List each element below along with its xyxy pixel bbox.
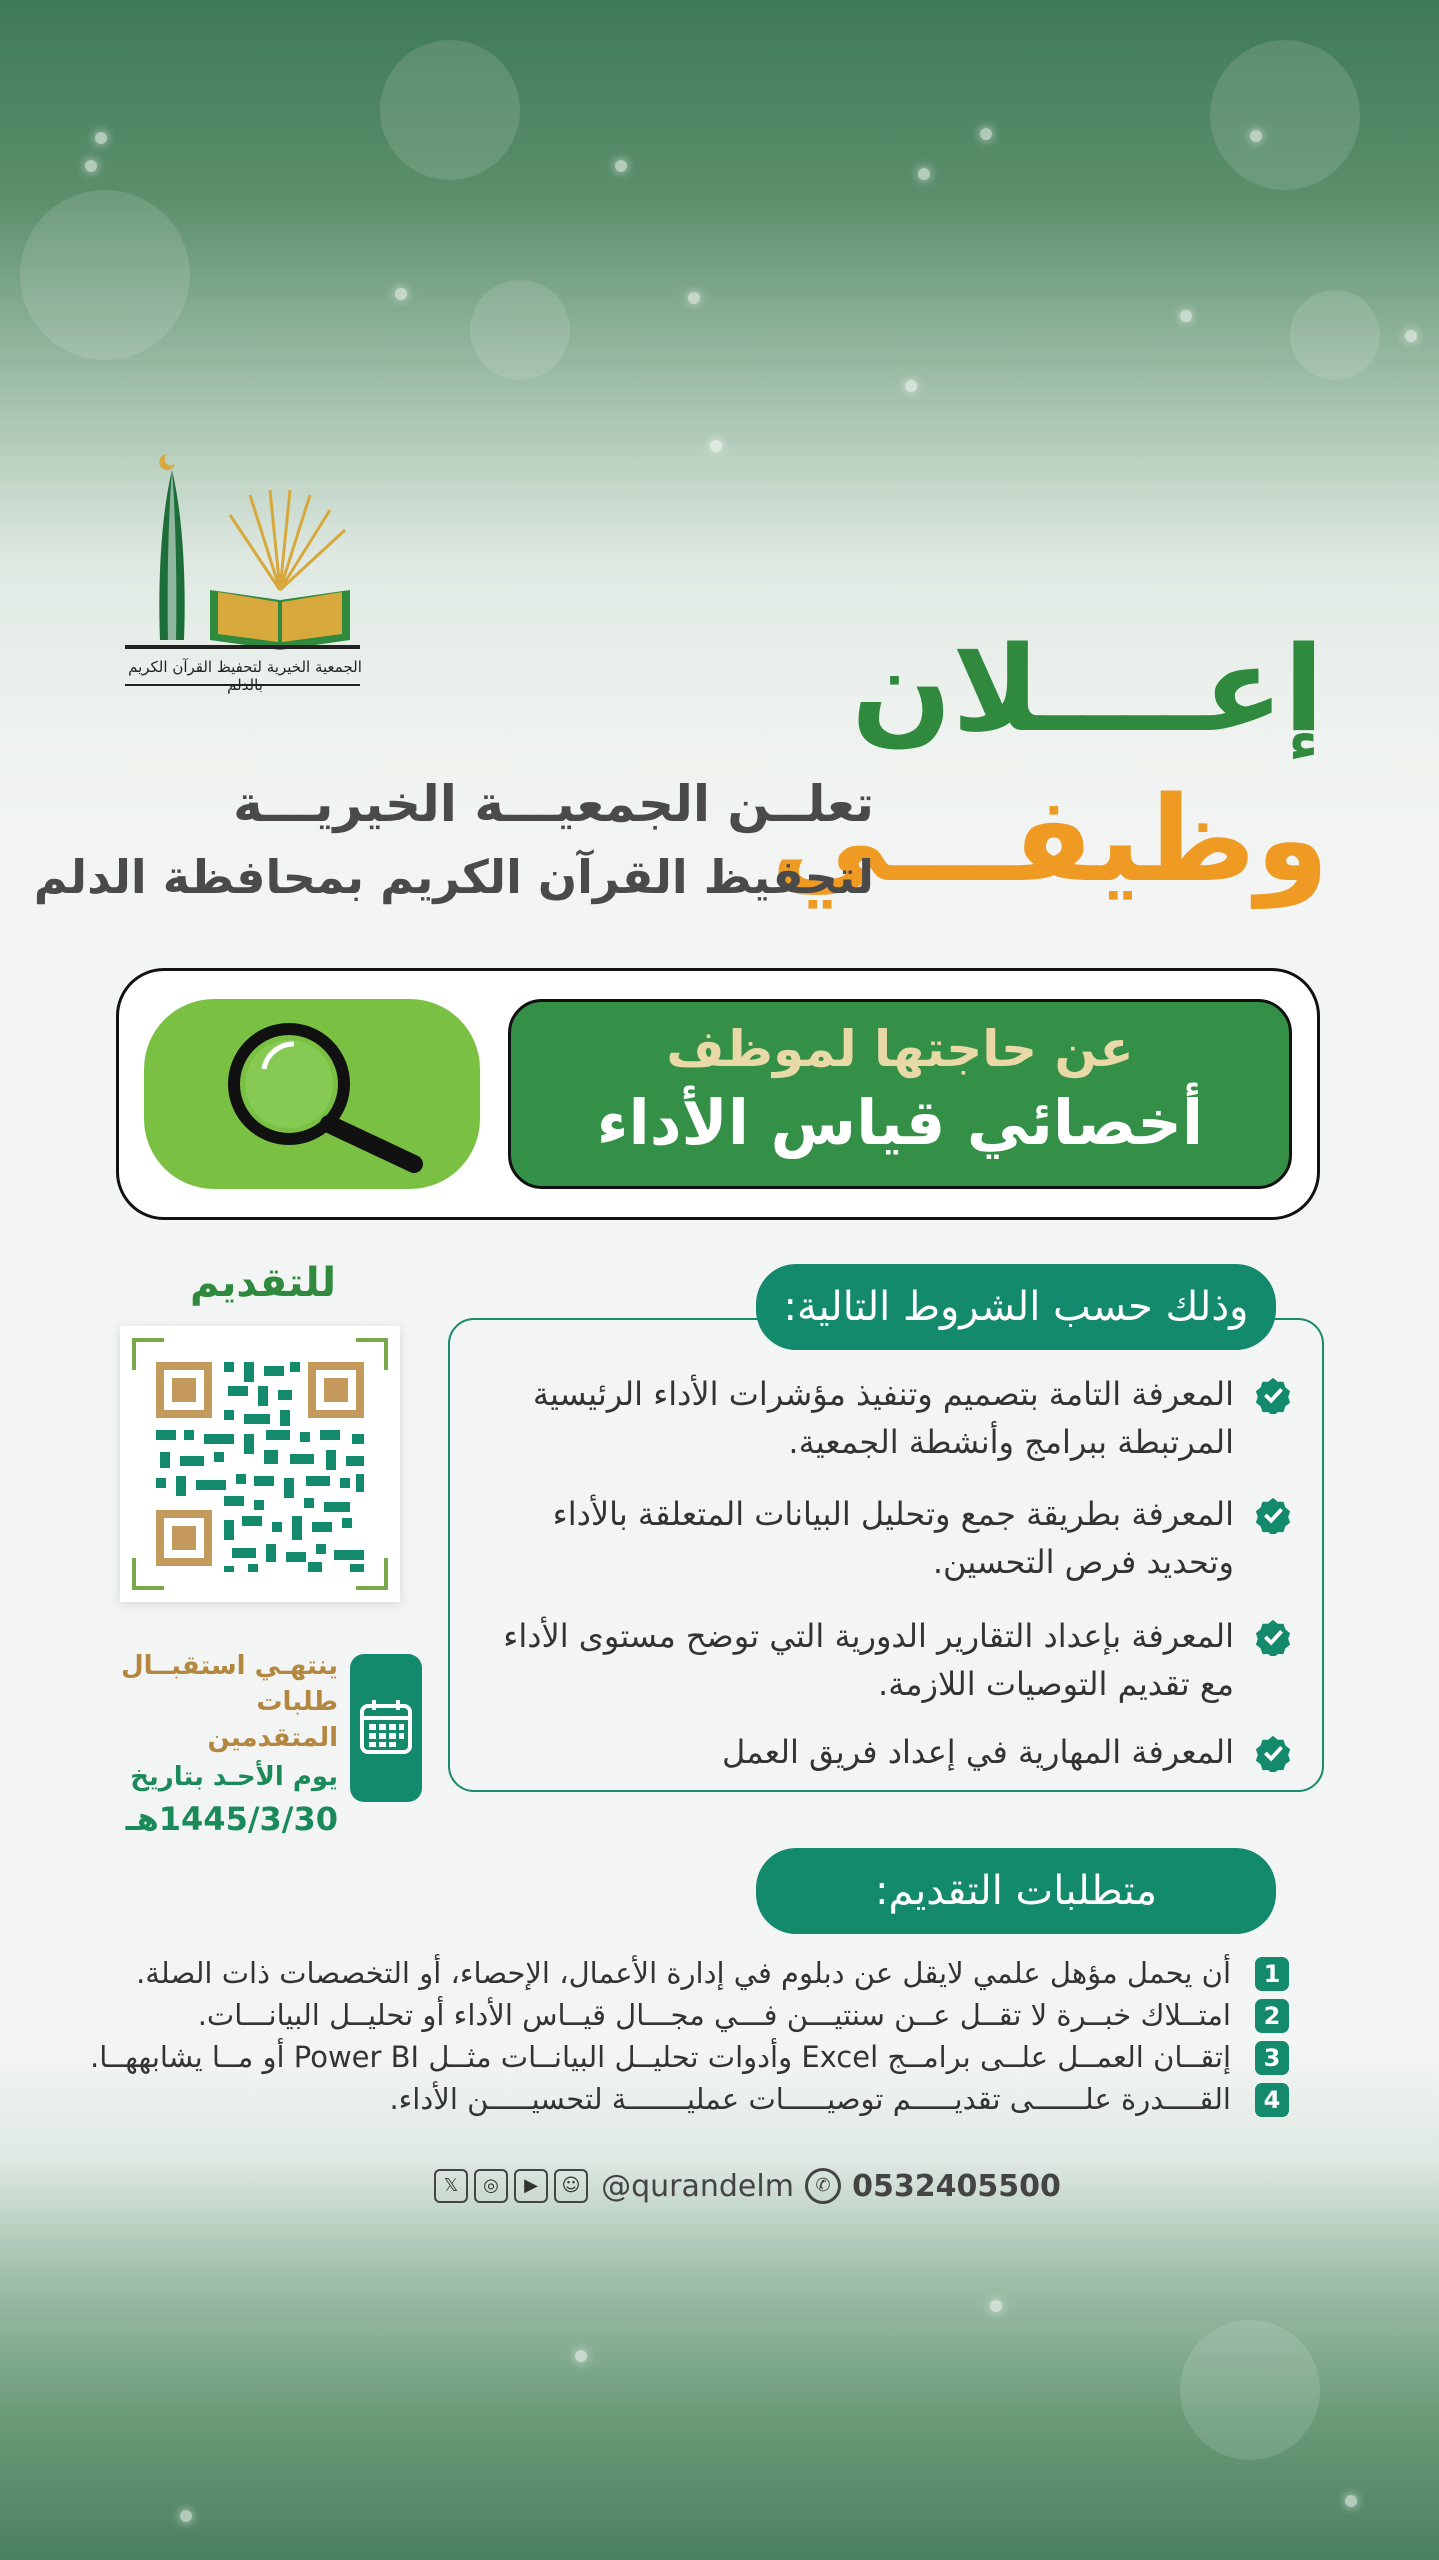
- sparkle-decoration: [1180, 310, 1192, 322]
- bokeh-decoration: [1290, 290, 1380, 380]
- logo-name: الجمعية الخيرية لتحفيظ القرآن الكريم بالدلم: [128, 658, 362, 694]
- x-icon[interactable]: 𝕏: [434, 2169, 468, 2203]
- deadline-date: 1445/3/30هـ: [125, 1800, 338, 1838]
- condition-item: [492, 1490, 1292, 1586]
- condition-text: المعرفة المهارية في إعداد فريق العمل: [722, 1733, 1234, 1771]
- check-badge-icon: [1254, 1734, 1292, 1772]
- check-badge-icon: [1254, 1376, 1292, 1414]
- title-line2: وظيفـــي: [771, 770, 1329, 908]
- bokeh-decoration: [470, 280, 570, 380]
- sparkle-decoration: [615, 160, 627, 172]
- sparkle-decoration: [1345, 2495, 1357, 2507]
- condition-item: [492, 1728, 1292, 1776]
- sparkle-decoration: [575, 2350, 587, 2362]
- requirement-number: 3: [1255, 2041, 1289, 2075]
- requirement-text: القــــدرة علــــــى تقديـــــم توصيـــــات عمليـــــــة لتحسيـــــن الأداء.: [389, 2082, 1231, 2116]
- condition-item: [492, 1370, 1292, 1466]
- conditions-list: [492, 1370, 1292, 1798]
- instagram-icon[interactable]: ◎: [474, 2169, 508, 2203]
- check-badge-icon: [1254, 1496, 1292, 1534]
- sparkle-decoration: [1250, 130, 1262, 142]
- requirement-item: [99, 1952, 1289, 1994]
- requirement-item: [99, 1994, 1289, 2036]
- title-line1: إعــــلان: [851, 620, 1324, 758]
- conditions-heading: وذلك حسب الشروط التالية:: [756, 1264, 1276, 1350]
- sparkle-decoration: [395, 288, 407, 300]
- sparkle-decoration: [688, 292, 700, 304]
- announcement-line1: تعلــن الجمعيـــة الخيريـــة: [233, 775, 874, 833]
- sparkle-decoration: [95, 132, 107, 144]
- deadline-text: [118, 1648, 338, 1840]
- job-need-text: عن حاجتها لموظف: [666, 1020, 1134, 1078]
- deadline-line2: طلبات المتقدمين: [207, 1687, 338, 1753]
- condition-item: [492, 1612, 1292, 1708]
- bokeh-decoration: [20, 190, 190, 360]
- youtube-icon[interactable]: ▶: [514, 2169, 548, 2203]
- sparkle-decoration: [85, 160, 97, 172]
- snapchat-icon[interactable]: ☺: [554, 2169, 588, 2203]
- calendar-icon: [359, 1698, 413, 1756]
- requirement-item: [99, 2078, 1289, 2120]
- bokeh-decoration: [380, 40, 520, 180]
- calendar-badge: [350, 1654, 422, 1802]
- job-title-panel: [508, 999, 1292, 1189]
- phone-number[interactable]: 0532405500: [852, 2168, 1061, 2204]
- condition-text: المعرفة التامة بتصميم وتنفيذ مؤشرات الأداء الرئيسية المرتبطة ببرامج وأنشطة الجمعية.: [532, 1375, 1234, 1461]
- sparkle-decoration: [990, 2300, 1002, 2312]
- contact-bar: [428, 2168, 1061, 2212]
- deadline-line1: ينتهـي استقبــال: [121, 1651, 338, 1681]
- sparkle-decoration: [918, 168, 930, 180]
- apply-label: للتقديم: [190, 1260, 336, 1306]
- association-logo: [120, 440, 370, 700]
- requirement-text: إتقــان العمــل علــى برامــج Excel وأدوات تحليــل البيانــات مثــل Power BI أو مــا يشابههــا.: [90, 2040, 1231, 2074]
- sparkle-decoration: [710, 440, 722, 452]
- requirement-item: [90, 2036, 1289, 2078]
- bokeh-decoration: [1210, 40, 1360, 190]
- whatsapp-icon[interactable]: ✆: [805, 2168, 841, 2204]
- social-handle[interactable]: @qurandelm: [601, 2168, 794, 2204]
- requirement-number: 2: [1255, 1999, 1289, 2033]
- sparkle-decoration: [180, 2510, 192, 2522]
- job-title: أخصائي قياس الأداء: [596, 1086, 1204, 1159]
- qr-code[interactable]: [120, 1326, 400, 1602]
- requirements-heading: متطلبات التقديم:: [756, 1848, 1276, 1934]
- requirement-number: 4: [1255, 2083, 1289, 2117]
- condition-text: المعرفة بإعداد التقارير الدورية التي توضح مستوى الأداء مع تقديم التوصيات اللازمة.: [503, 1617, 1234, 1703]
- requirement-text: أن يحمل مؤهل علمي لايقل عن دبلوم في إدارة الأعمال، الإحصاء، أو التخصصات ذات الصلة.: [136, 1956, 1231, 1990]
- requirements-list: [90, 1952, 1289, 2120]
- requirement-text: امتــلاك خبــرة لا تقــل عــن سنتيـــن فـــي مجـــال قيــاس الأداء أو تحليــل البيانـــات.: [197, 1998, 1231, 2032]
- announcement-line2: لتحفيظ القرآن الكريم بمحافظة الدلم: [33, 850, 874, 904]
- sparkle-decoration: [1405, 330, 1417, 342]
- search-button: [144, 999, 480, 1189]
- sparkle-decoration: [980, 128, 992, 140]
- qr-code-icon: [120, 1326, 400, 1602]
- condition-text: المعرفة بطريقة جمع وتحليل البيانات المتعلقة بالأداء وتحديد فرص التحسين.: [552, 1495, 1234, 1581]
- magnifier-icon: [194, 1014, 434, 1174]
- sparkle-decoration: [905, 380, 917, 392]
- bokeh-decoration: [1180, 2320, 1320, 2460]
- deadline-line3: يوم الأحـد بتاريخ: [130, 1762, 338, 1792]
- requirement-number: 1: [1255, 1957, 1289, 1991]
- check-badge-icon: [1254, 1618, 1292, 1656]
- job-search-box: [116, 968, 1320, 1220]
- conditions-box: [448, 1284, 1324, 1792]
